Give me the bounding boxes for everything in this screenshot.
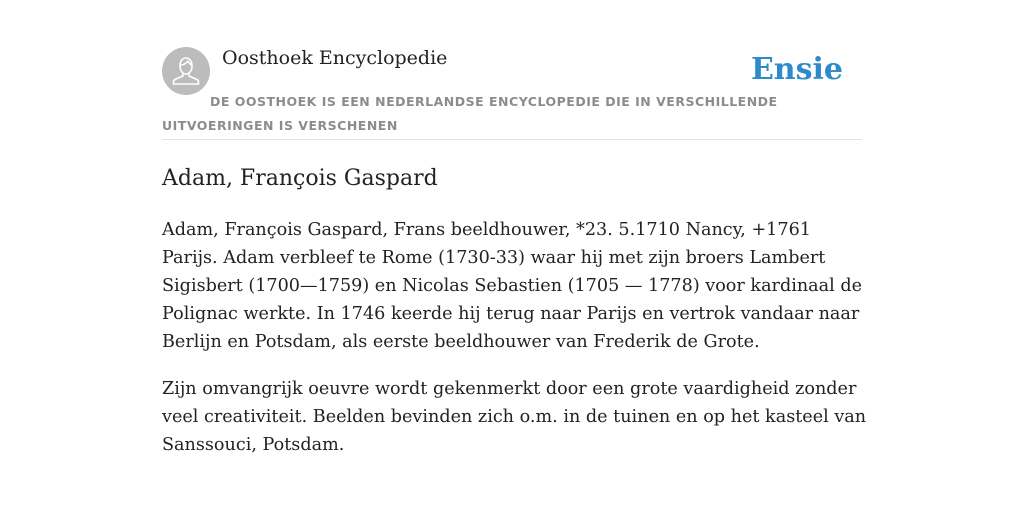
user-silhouette-icon[interactable] bbox=[162, 47, 210, 95]
site-name[interactable]: Oosthoek Encyclopedie bbox=[222, 47, 448, 69]
article-title: Adam, François Gaspard bbox=[162, 166, 438, 191]
article bbox=[162, 160, 868, 459]
site-header bbox=[162, 46, 862, 140]
site-tagline: DE OOSTHOEK IS EEN NEDERLANDSE ENCYCLOPEDIE DIE IN VERSCHILLENDE UITVOERINGEN IS VERSCHENEN bbox=[162, 94, 778, 133]
article-paragraph: Zijn omvangrijk oeuvre wordt gekenmerkt door een grote vaardigheid zonder veel creativiteit. Beelden bevinden zich o.m. in de tuinen en op het kasteel van Sanssouci, Potsdam. bbox=[162, 379, 867, 455]
article-paragraph: Adam, François Gaspard, Frans beeldhouwer, *23. 5.1710 Nancy, +1761 Parijs. Adam verbleef te Rome (1730-33) waar hij met zijn broers Lambert Sigisbert (1700—1759) en Nicolas Sebastien (1705 — 1778) voor kardinaal de Polignac werkte. In 1746 keerde hij terug naar Parijs en vertrok vandaar naar Berlijn en Potsdam, als eerste beeldhouwer van Frederik de Grote. bbox=[162, 220, 863, 352]
brand-logo[interactable]: Ensie bbox=[750, 52, 843, 87]
